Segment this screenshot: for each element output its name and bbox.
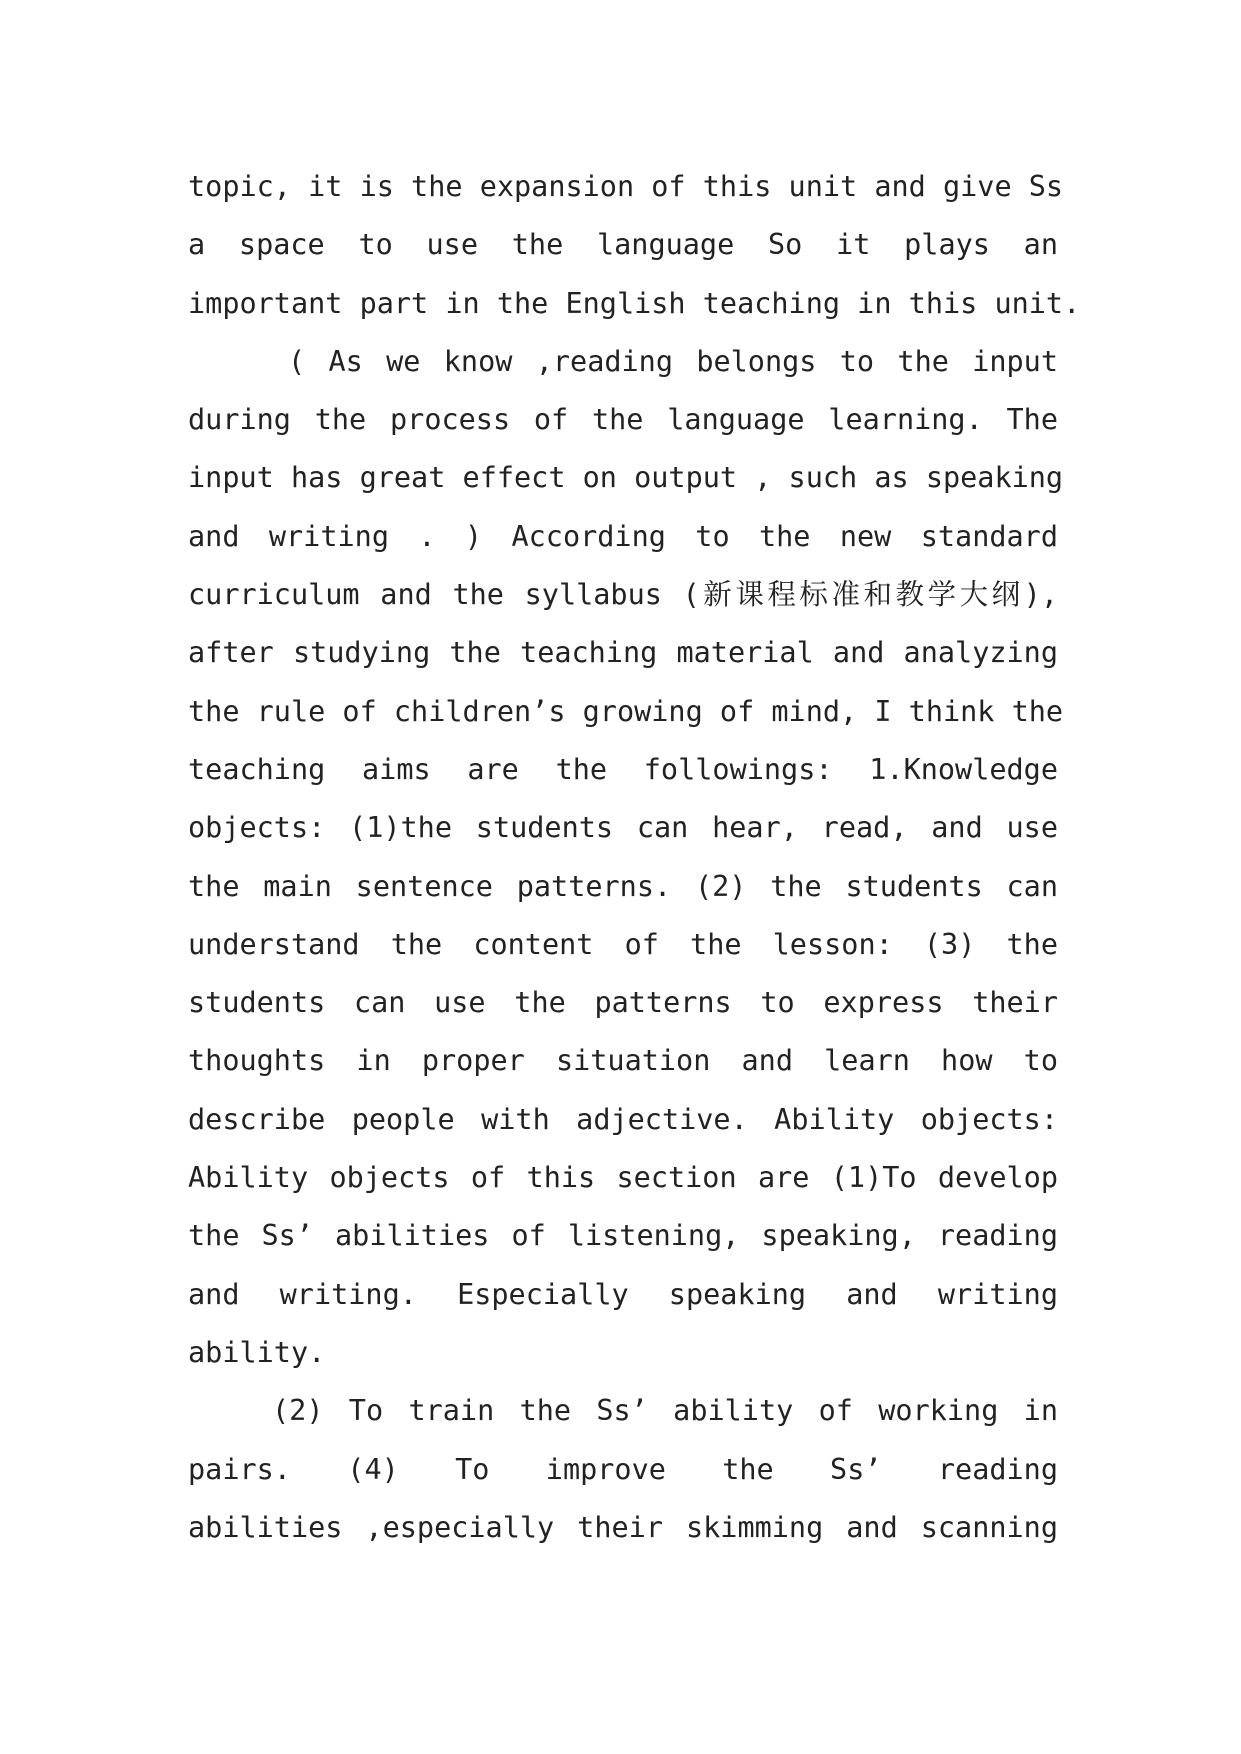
text-line: objects: (1)the students can hear, read, and use: [188, 811, 1058, 845]
text-line: (2) To train the Ss’ ability of working in: [272, 1394, 1058, 1428]
text-line: a space to use the language So it plays an: [188, 228, 1058, 262]
text-line: pairs. (4) To improve the Ss’ reading: [188, 1452, 1058, 1486]
text-line: abilities ,especially their skimming and scanning: [188, 1510, 1058, 1544]
text-line: important part in the English teaching in this unit.: [188, 286, 1081, 320]
paragraph-1: [188, 158, 1081, 333]
text-line: curriculum and the syllabus (新课程标准和教学大纲),: [188, 578, 1058, 612]
text-line: and writing . ) According to the new standard: [188, 519, 1058, 553]
paragraph-3: [188, 1382, 1058, 1557]
text-line: during the process of the language learning. The: [188, 403, 1058, 437]
text-line: and writing. Especially speaking and writing: [188, 1277, 1058, 1311]
text-line: teaching aims are the followings: 1.Knowledge: [188, 752, 1058, 786]
text-line: ( As we know ,reading belongs to the input: [288, 344, 1058, 378]
text-line: topic, it is the expansion of this unit and give Ss: [188, 170, 1064, 203]
text-line: Ability objects of this section are (1)To develop: [188, 1161, 1058, 1195]
text-line: students can use the patterns to express their: [188, 986, 1058, 1020]
text-line: the main sentence patterns. (2) the students can: [188, 869, 1058, 903]
text-line: thoughts in proper situation and learn how to: [188, 1044, 1058, 1078]
text-line: after studying the teaching material and analyzing: [188, 636, 1058, 670]
paragraph-2: [188, 333, 1064, 1382]
text-line: input has great effect on output , such as speaking: [188, 461, 1064, 495]
text-line: the rule of children’s growing of mind, I think the: [188, 694, 1064, 728]
text-line: the Ss’ abilities of listening, speaking, reading: [188, 1219, 1058, 1253]
text-line: understand the content of the lesson: (3) the: [188, 927, 1058, 961]
text-line: describe people with adjective. Ability objects:: [188, 1102, 1058, 1136]
text-line: ability.: [188, 1335, 326, 1369]
document-body: [188, 158, 1081, 1557]
